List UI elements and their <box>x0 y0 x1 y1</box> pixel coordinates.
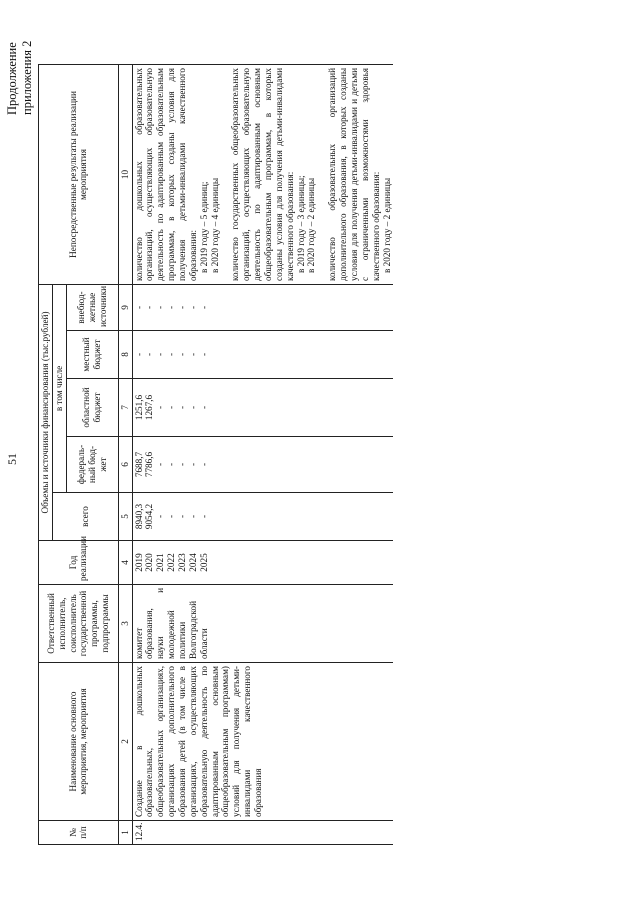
header-executor: Ответственный исполнитель, соисполнитель государственной программы, подпрограммы <box>39 585 119 663</box>
local-cell: - <box>177 352 188 357</box>
local-cell: - <box>187 352 198 357</box>
year-cell: 2024 <box>187 553 198 572</box>
colnum-1: 1 <box>118 821 132 845</box>
federal-cell: - <box>166 462 177 467</box>
colnum-9: 9 <box>118 285 132 331</box>
colnum-2: 2 <box>118 663 132 821</box>
local-cell: - <box>155 352 166 357</box>
colnum-7: 7 <box>118 379 132 437</box>
row-executor: комитет образования, науки и молодежной политики Волгоградской области <box>132 585 393 663</box>
year-cell: 2020 <box>144 553 155 572</box>
year-cell: 2023 <box>177 553 188 572</box>
regional-cell: 1267,6 <box>144 394 155 421</box>
extra-cell: - <box>187 305 198 310</box>
total-cell: - <box>177 514 188 519</box>
regional-cell: - <box>177 405 188 410</box>
header-incl: в том числе <box>52 285 66 493</box>
header-total: всего <box>52 493 118 541</box>
federal-cell: - <box>177 462 188 467</box>
result-block <box>327 68 392 281</box>
regional-cell: - <box>155 405 166 410</box>
page-number: 51 <box>5 453 19 465</box>
header-finance: Объемы и источники финансирования (тыс.рублей) <box>39 285 53 541</box>
total-cell: 9054,2 <box>144 503 155 530</box>
extra-cell: - <box>133 305 144 310</box>
colnum-3: 3 <box>118 585 132 663</box>
year-cell: 2019 <box>133 553 144 572</box>
table-row <box>132 65 393 845</box>
row-regional <box>132 379 393 437</box>
row-local <box>132 331 393 379</box>
year-cell: 2025 <box>198 553 209 572</box>
row-federal <box>132 437 393 493</box>
extra-cell: - <box>177 305 188 310</box>
local-cell: - <box>166 352 177 357</box>
extra-cell: - <box>166 305 177 310</box>
header-results: Непосредственные результаты реализации мероприятия <box>39 65 119 285</box>
year-cell: 2021 <box>155 553 166 572</box>
row-results <box>132 65 393 285</box>
regional-cell: - <box>198 405 209 410</box>
result-line: в 2020 году – 4 единицы <box>209 178 220 273</box>
local-cell: - <box>144 352 155 357</box>
regional-cell: - <box>187 405 198 410</box>
header-local: местный бюджет <box>66 331 118 379</box>
colnum-5: 5 <box>118 493 132 541</box>
row-total <box>132 493 393 541</box>
extra-cell: - <box>144 305 155 310</box>
year-cell: 2022 <box>166 553 177 572</box>
header-year: Год реализации <box>39 541 119 585</box>
row-extra <box>132 285 393 331</box>
regional-cell: - <box>166 405 177 410</box>
result-line: в 2019 году – 3 единицы; <box>295 175 306 273</box>
row-years <box>132 541 393 585</box>
federal-cell: - <box>187 462 198 467</box>
result-text: количество дошкольных образовательных организаций, осуществляющих образовательную деятельность по адаптированным образовательным программам, в которых созданы условия для получения детьми-инвалидами качественного образования: <box>133 68 198 281</box>
total-cell: - <box>187 514 198 519</box>
colnum-4: 4 <box>118 541 132 585</box>
result-line: в 2019 году – 5 единиц; <box>198 181 209 273</box>
federal-cell: - <box>155 462 166 467</box>
row-name: Создание в дошкольных образовательных, общеобразовательных организациях, организациях дополнительного образования детей (в том числе в организациях, осуществляющих образовательную деятельность по адаптированным основным общеобразовательным программам) условий для получения детьми-инвалидами качественного образования <box>132 663 393 821</box>
federal-cell: 7786,6 <box>144 451 155 478</box>
header-regional: областной бюджет <box>66 379 118 437</box>
total-cell: - <box>166 514 177 519</box>
total-cell: 8940,3 <box>133 503 144 530</box>
federal-cell: 7688,7 <box>133 451 144 478</box>
continuation-label: Продолжение приложения 2 <box>5 40 34 115</box>
local-cell: - <box>133 352 144 357</box>
federal-cell: - <box>198 462 209 467</box>
colnum-8: 8 <box>118 331 132 379</box>
result-block <box>134 68 221 281</box>
local-cell: - <box>198 352 209 357</box>
result-block <box>230 68 317 281</box>
regional-cell: 1251,6 <box>133 394 144 421</box>
result-text: количество государственных общеобразовательных организаций, осуществляющих образовательную деятельность по адаптированным основным общеобразовательным программам, в которых созданы условия для получения детьми-инвалидами качественного образования: <box>230 68 295 281</box>
result-line: в 2020 году – 2 единицы <box>381 178 392 273</box>
extra-cell: - <box>155 305 166 310</box>
colnum-10: 10 <box>118 65 132 285</box>
total-cell: - <box>198 514 209 519</box>
header-name: Наименование основного мероприятия, мероприятия <box>39 663 119 821</box>
row-num: 12.4. <box>132 821 393 845</box>
result-text: количество образовательных организаций дополнительного образования, в которых созданы условия для получения детьми-инвалидами и детьми с ограниченными возможностями здоровья качественного образования: <box>327 68 381 281</box>
header-extra: внебюд-жетные источники <box>66 285 118 331</box>
header-num: № п/п <box>39 821 119 845</box>
extra-cell: - <box>198 305 209 310</box>
colnum-6: 6 <box>118 437 132 493</box>
program-table <box>38 64 393 845</box>
total-cell: - <box>155 514 166 519</box>
header-federal: федераль-ный бюд-жет <box>66 437 118 493</box>
result-line: в 2020 году – 2 единицы <box>306 178 317 273</box>
